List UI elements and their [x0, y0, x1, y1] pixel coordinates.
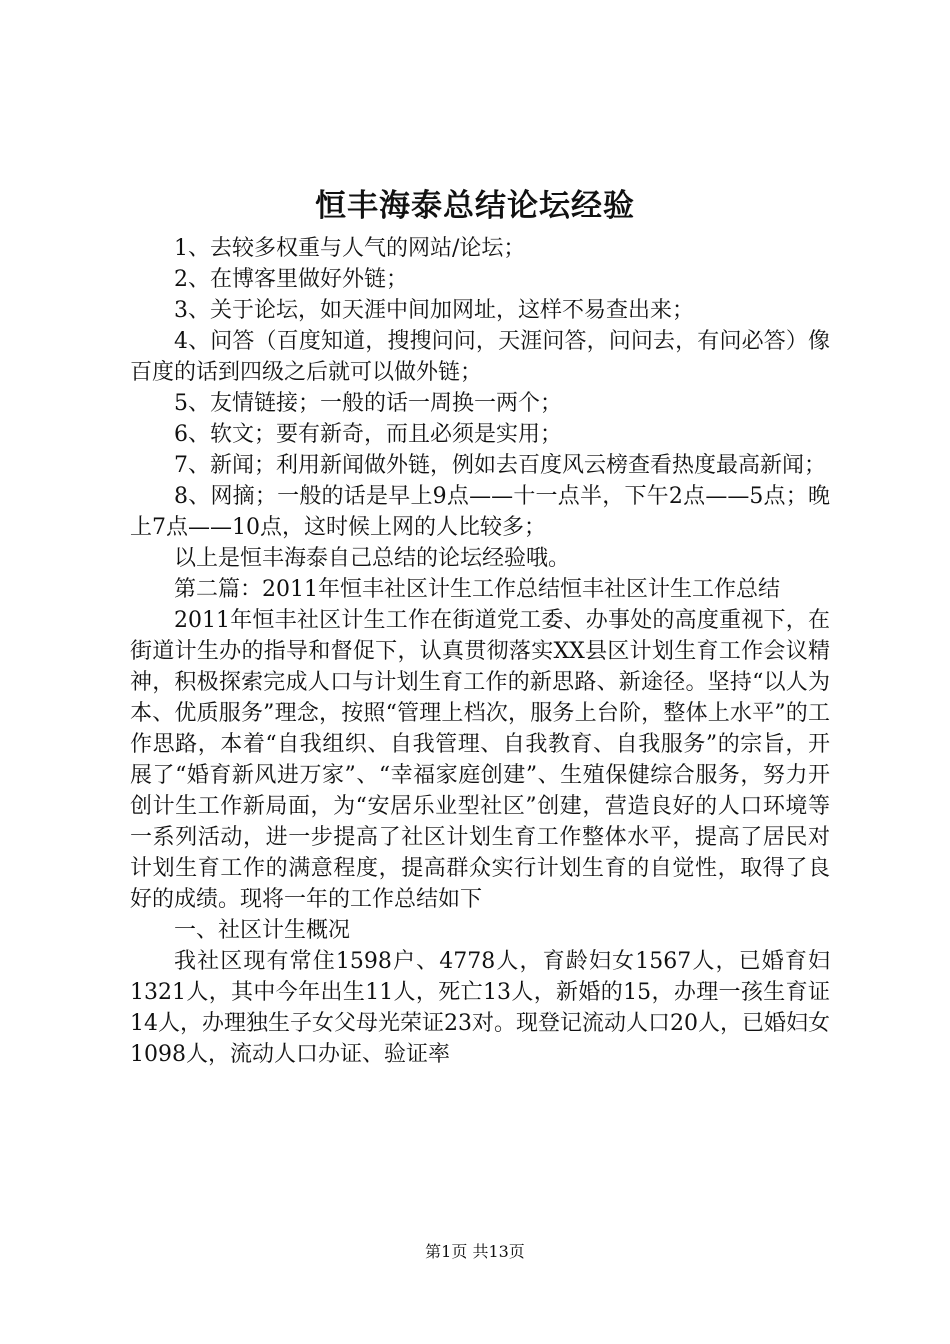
document-body — [130, 233, 830, 1070]
paragraph-1: 1、去较多权重与人气的网站/论坛； — [174, 236, 526, 261]
section-heading-part-two: 第二篇：2011年恒丰社区计生工作总结恒丰社区计生工作总结 — [174, 577, 780, 602]
paragraph-summary: 以上是恒丰海泰自己总结的论坛经验哦。 — [174, 546, 571, 571]
paragraph-overview: 2011年恒丰社区计生工作在街道党工委、办事处的高度重视下，在街道计生办的指导和督促下，认真贯彻落实XX县区计划生育工作会议精神，积极探索完成人口与计划生育工作的新思路、新途径。坚持“以人为本、优质服务”理念，按照“管理上档次，服务上台阶，整体上水平”的工作思路，本着“自我组织、自我管理、自我教育、自我服务”的宗旨，开展了“婚育新风进万家”、“幸福家庭创建”、生殖保健综合服务，努力开创计生工作新局面，为“安居乐业型社区”创建，营造良好的人口环境等一系列活动，进一步提高了社区计划生育工作整体水平，提高了居民对计划生育工作的满意程度，提高群众实行计划生育的自觉性，取得了良好的成绩。现将一年的工作总结如下 — [130, 608, 830, 912]
paragraph-6: 6、软文；要有新奇，而且必须是实用； — [174, 422, 562, 447]
section-heading-community: 一、社区计生概况 — [174, 918, 351, 943]
paragraph-4: 4、问答（百度知道，搜搜问问，天涯问答，问问去，有问必答）像百度的话到四级之后就可以做外链； — [130, 329, 830, 385]
paragraph-5: 5、友情链接；一般的话一周换一两个； — [174, 391, 562, 416]
page-footer: 第1页 共13页 — [425, 1242, 525, 1261]
paragraph-8: 8、网摘；一般的话是早上9点——十一点半，下午2点——5点；晚上7点——10点，这时候上网的人比较多； — [130, 484, 830, 540]
document-title: 恒丰海泰总结论坛经验 — [315, 188, 635, 224]
paragraph-3: 3、关于论坛，如天涯中间加网址，这样不易查出来； — [174, 298, 694, 323]
paragraph-2: 2、在博客里做好外链； — [174, 267, 408, 292]
paragraph-statistics: 我社区现有常住1598户、4778人，育龄妇女1567人，已婚育妇1321人，其中今年出生11人，死亡13人，新婚的15，办理一孩生育证14人，办理独生子女父母光荣证23对。现登记流动人口20人，已婚妇女1098人，流动人口办证、验证率 — [130, 949, 830, 1067]
paragraph-7: 7、新闻；利用新闻做外链，例如去百度风云榜查看热度最高新闻； — [174, 453, 826, 478]
